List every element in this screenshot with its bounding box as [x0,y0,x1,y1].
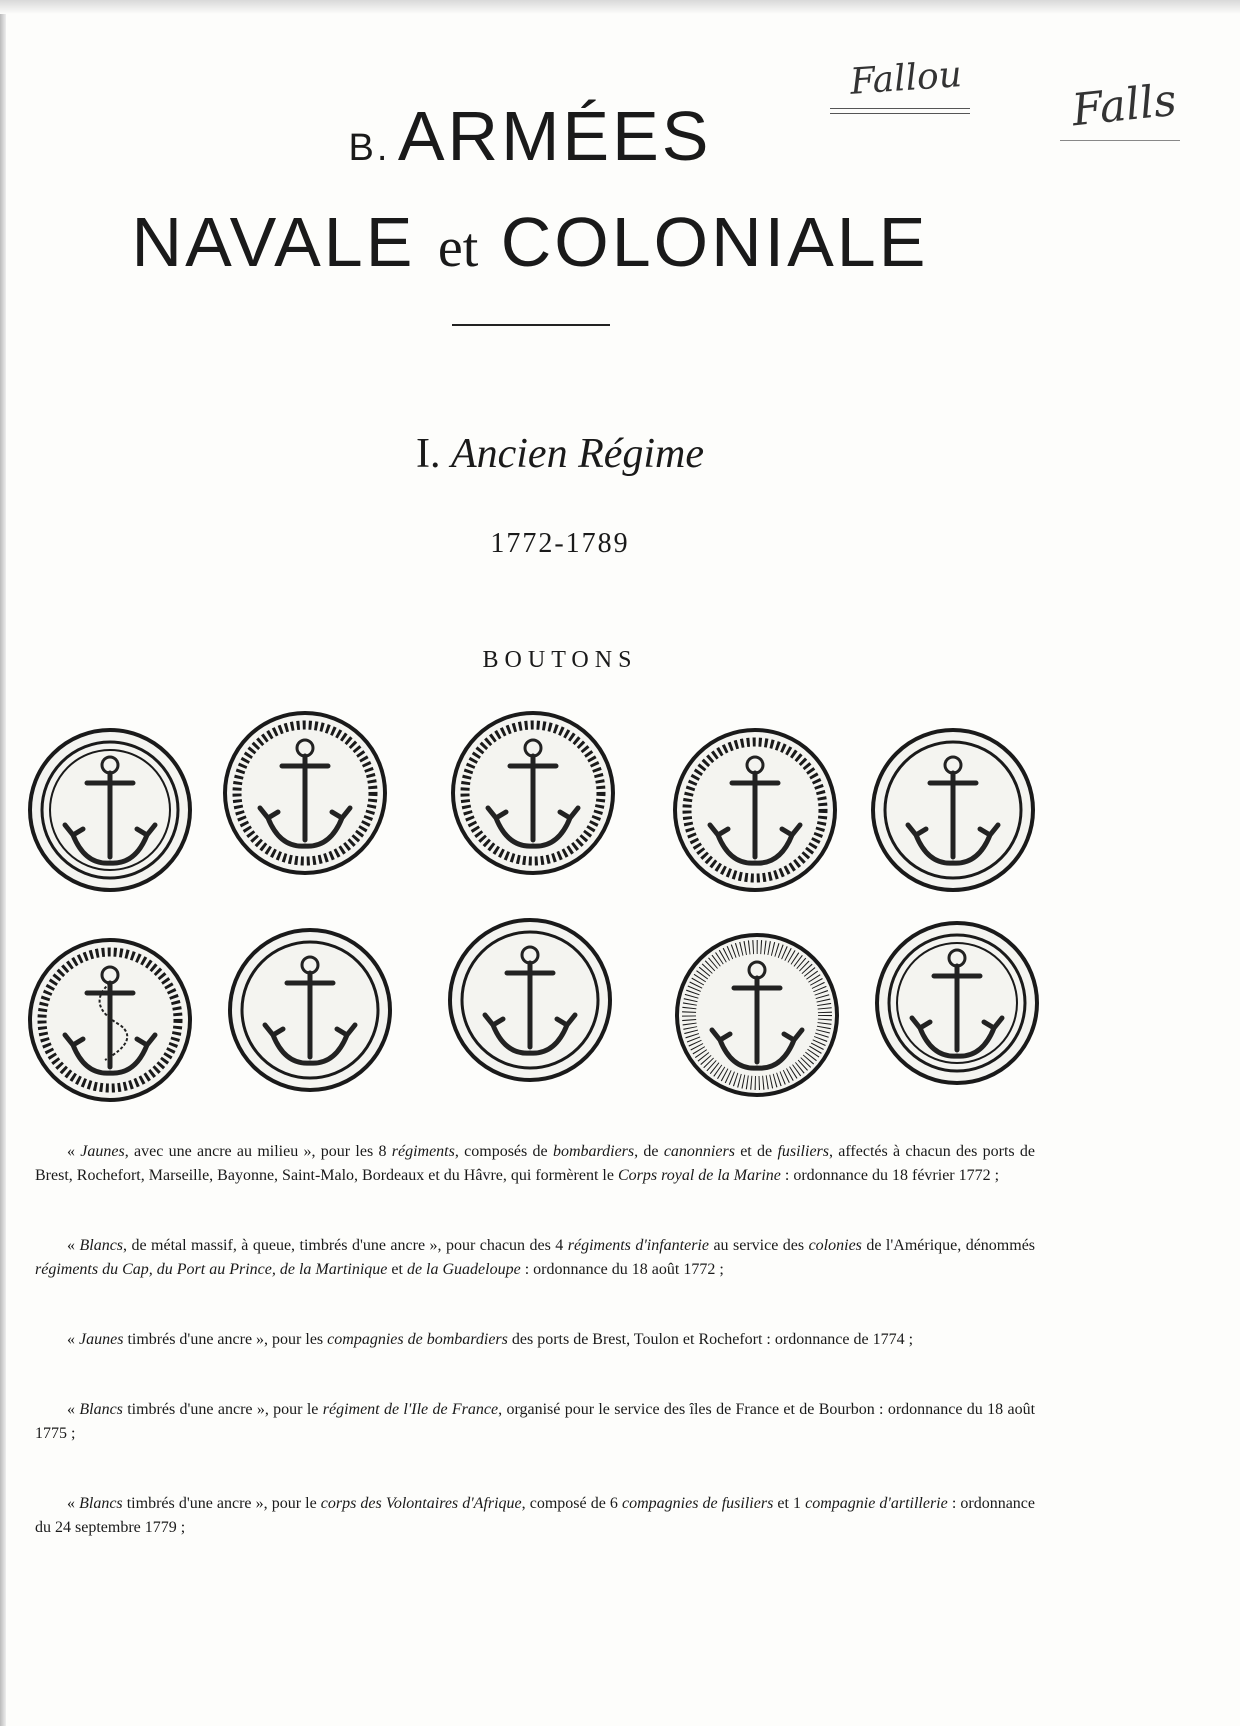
italic-run: Blancs [79,1495,123,1512]
italic-run: compagnie d'artillerie [805,1495,948,1512]
ordinance-text [35,1140,1035,1586]
text-run: « [67,1401,80,1418]
button-illustration [872,918,1042,1088]
text-run: « [67,1143,81,1160]
text-run: , de métal massif, à queue, timbrés d'une ancre », pour chacun des 4 [123,1237,568,1254]
title-main: ARMÉES [397,97,712,175]
anchor-icon [868,725,1038,895]
italic-run: régiments d'infanterie [567,1237,709,1254]
anchor-icon [670,725,840,895]
text-run: et 1 [773,1495,806,1512]
text-run: « [67,1331,79,1348]
text-run: , avec une ancre au milieu », pour les 8 [124,1143,392,1160]
text-run: « [67,1237,80,1254]
text-run: et de [734,1143,778,1160]
anchor-icon [25,725,195,895]
title-navale: NAVALE [131,203,416,281]
button-illustration [220,708,390,878]
italic-run: Jaunes [80,1143,125,1160]
anchor-icon [225,925,395,1095]
handwritten-note-2: Falls [1069,74,1179,137]
section-years: 1772-1789 [490,528,630,559]
text-run: au service des [708,1237,809,1254]
paragraph-1 [35,1140,1035,1188]
anchor-icon [220,708,390,878]
text-run: de l'Amérique, dénommés [861,1237,1036,1254]
text-run: , composés de [454,1143,553,1160]
button-illustration [445,915,615,1085]
italic-run: Jaunes [79,1331,124,1348]
italic-run: corps des Volontaires d'Afrique [320,1495,522,1512]
title-prefix: B. [348,127,391,169]
button-illustration [868,725,1038,895]
italic-run: colonies [808,1237,862,1254]
button-illustration [25,935,195,1105]
section-number: I. [415,431,441,477]
subheading-boutons: BOUTONS [482,647,638,673]
italic-run: Corps royal de la Marine [617,1167,781,1184]
title-conjunction: et [437,217,479,279]
anchor-icon [25,935,195,1105]
text-run: timbrés d'une ancre », pour le [122,1495,321,1512]
italic-run: régiment de l'Ile de France [322,1401,499,1418]
text-run: : ordonnance du 18 février 1772 ; [780,1167,1000,1184]
title-coloniale: COLONIALE [500,203,929,281]
anchor-icon [872,918,1042,1088]
text-run: et [387,1261,407,1278]
text-run: : ordonnance du 18 août 1772 ; [520,1261,724,1278]
text-run: , organisé pour le service des îles de France et de Bourbon : ordonnance du 18 août 1775 ; [35,1401,1036,1442]
paragraph-3 [35,1328,1035,1352]
italic-run: bombardiers [552,1143,635,1160]
handwritten-note-1: Fallou [848,54,964,103]
button-illustration [25,725,195,895]
text-run: des ports de Brest, Toulon et Rochefort : ordonnance de 1774 ; [507,1331,914,1348]
italic-run: régiments du Cap, du Port au Prince, de la Martinique [35,1261,388,1278]
italic-run: de la Guadeloupe [406,1261,521,1278]
italic-run: régiments [391,1143,455,1160]
italic-run: Blancs [79,1401,123,1418]
italic-run: compagnies de bombardiers [327,1331,508,1348]
button-illustration [672,930,842,1100]
button-illustration [670,725,840,895]
italic-run: Blancs [79,1237,124,1254]
paragraph-5 [35,1492,1035,1540]
italic-run: compagnies de fusiliers [622,1495,774,1512]
section-label: Ancien Régime [450,431,705,477]
text-run: , de [634,1143,664,1160]
button-illustration [225,925,395,1095]
paragraph-4 [35,1398,1035,1446]
text-run: « [67,1495,80,1512]
anchor-icon [672,930,842,1100]
text-run: , affectés à chacun des ports de Brest, Rochefort, Marseille, Bayonne, Saint-Malo, Bordeaux et du Hâvre, qui formèrent le [35,1143,1036,1184]
text-run: timbrés d'une ancre », pour les [123,1331,328,1348]
paragraph-2 [35,1234,1035,1282]
button-illustration [448,708,618,878]
text-run: : ordonnance du 24 septembre 1779 ; [35,1495,1035,1536]
text-run: , composé de 6 [521,1495,623,1512]
text-run: timbrés d'une ancre », pour le [122,1401,323,1418]
anchor-icon [445,915,615,1085]
italic-run: fusiliers [777,1143,829,1160]
italic-run: canonniers [663,1143,735,1160]
anchor-icon [448,708,618,878]
